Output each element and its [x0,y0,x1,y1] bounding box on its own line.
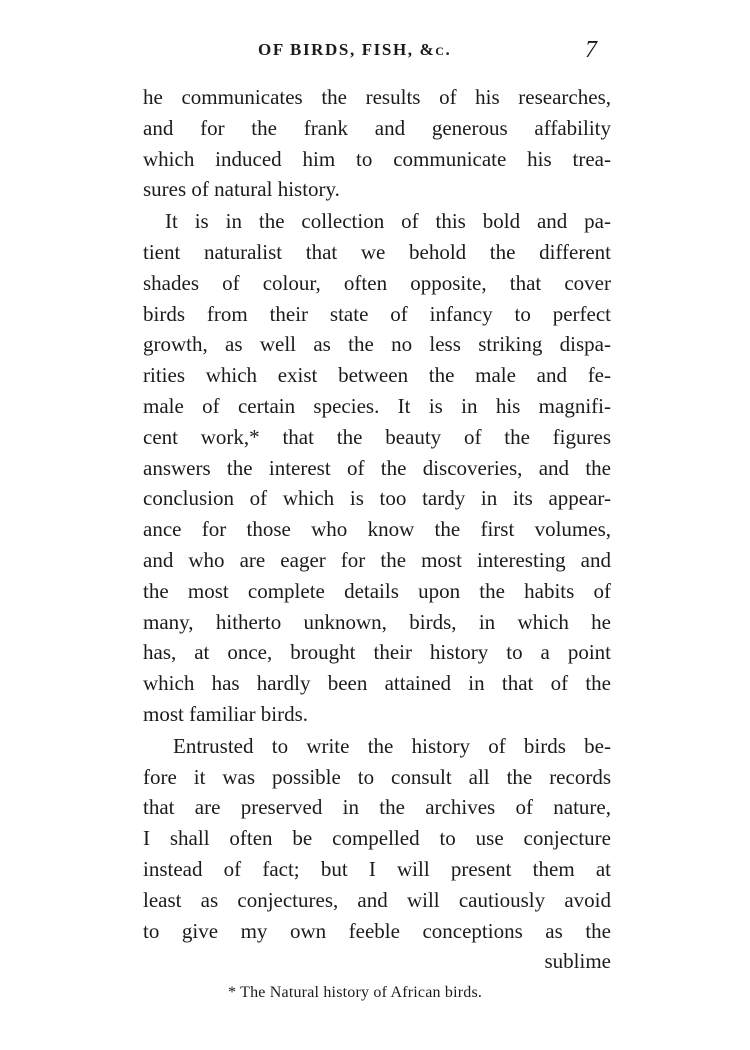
text-line: I shall often be compelled to use conjecture [143,826,611,851]
body-text [143,82,611,977]
text-line: conclusion of which is too tardy in its appear- [143,486,611,511]
text-line: to give my own feeble conceptions as the [143,918,611,943]
text-line: and for the frank and generous affability [143,115,611,140]
text-line: It is in the collection of this bold and pa- [165,209,611,234]
text-line: birds from their state of infancy to perfect [143,301,611,326]
text-line: instead of fact; but I will present them at [143,856,611,881]
text-line: shades of colour, often opposite, that cover [143,270,611,295]
text-line: male of certain species. It is in his magnifi- [143,393,611,418]
text-line: which has hardly been attained in that of the [143,671,611,696]
text-line: has, at once, brought their history to a point [143,640,611,665]
text-line: rities which exist between the male and fe- [143,363,611,388]
page-number: 7 [585,37,597,63]
text-line: fore it was possible to consult all the records [143,764,611,789]
text-line: tient naturalist that we behold the different [143,239,611,264]
catchword: sublime [544,949,611,974]
text-line: which induced him to communicate his trea- [143,146,611,171]
running-title: OF BIRDS, FISH, &c. [258,40,452,59]
text-line: he communicates the results of his researches, [143,85,611,109]
text-line: growth, as well as the no less striking dispa- [143,332,611,357]
text-line: that are preserved in the archives of nature, [143,795,611,820]
text-line: ance for those who know the first volumes, [143,517,611,542]
text-line: answers the interest of the discoveries, and the [143,455,611,480]
text-line: most familiar birds. [143,701,309,726]
footnote: * The Natural history of African birds. [228,984,483,1001]
text-line: least as conjectures, and will cautiously avoid [143,887,611,912]
text-line: many, hitherto unknown, birds, in which he [143,609,611,634]
text-line: Entrusted to write the history of birds be- [173,733,611,758]
text-line: cent work,* that the beauty of the figures [143,424,611,449]
text-line: sures of natural history. [143,177,340,202]
text-line: the most complete details upon the habits of [143,578,611,603]
text-line: and who are eager for the most interesting and [143,547,611,572]
